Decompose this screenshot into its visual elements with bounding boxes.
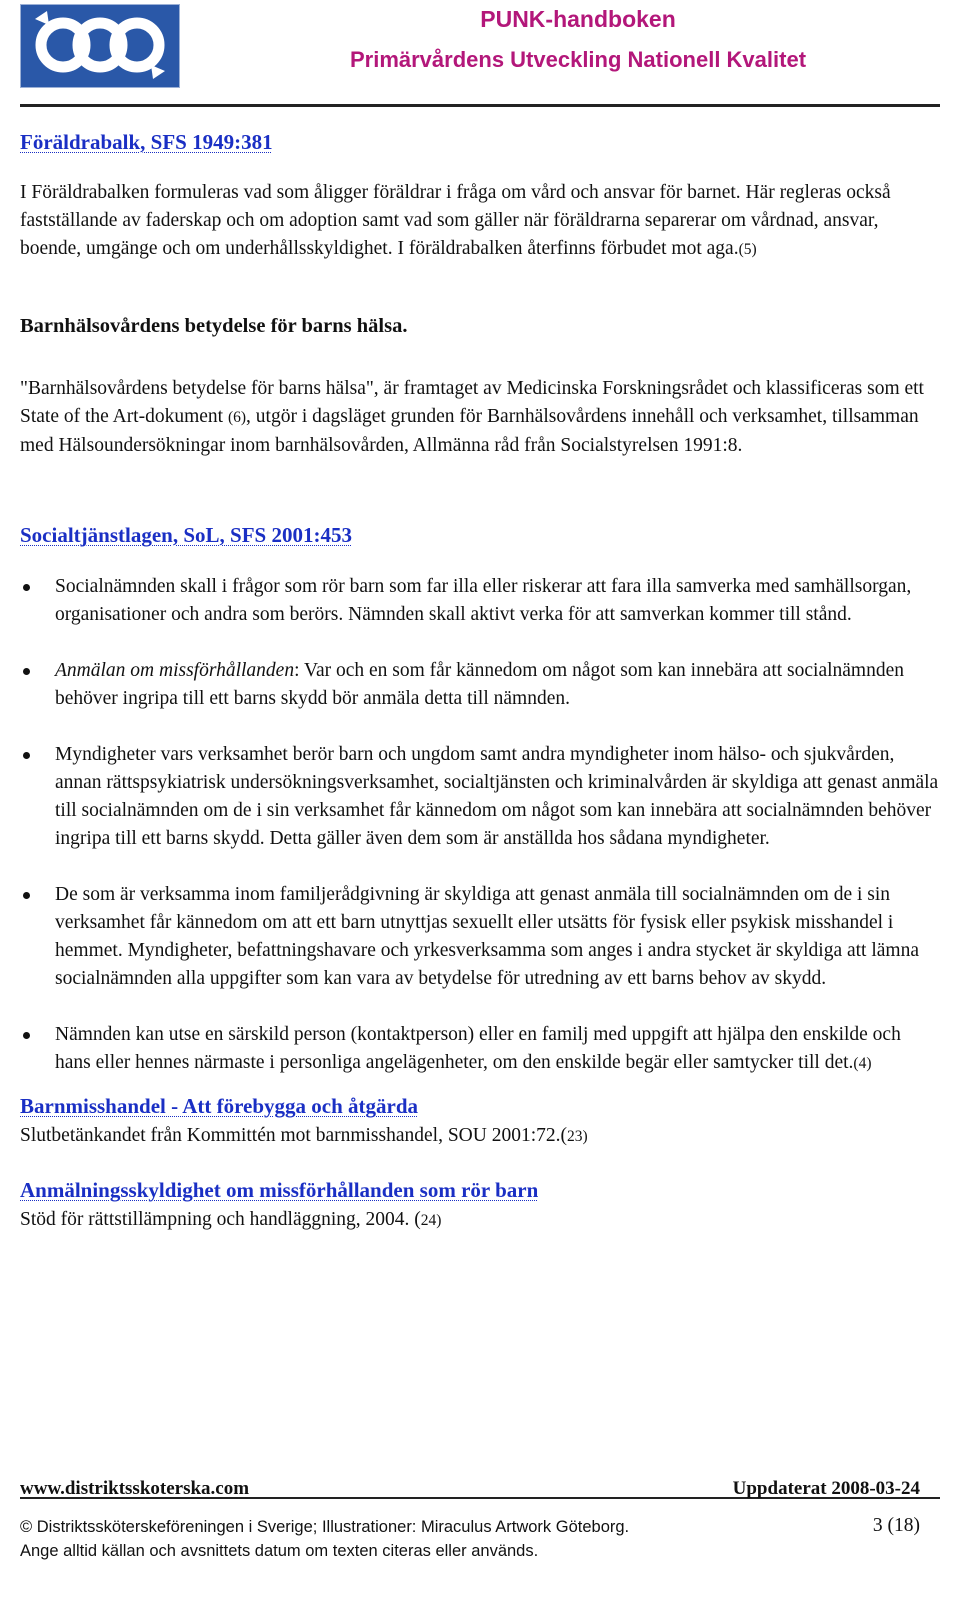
list-item-text: Socialnämnden skall i frågor som rör barn som far illa eller riskerar att fara illa samverka med samhällsorgan, organisationer och andra som berörs. Nämnden skall aktivt verka för att samverkan kommer till stånd. <box>55 576 912 625</box>
foraldrabalk-text: I Föräldrabalken formuleras vad som åligger föräldrar i fråga om vård och ansvar för barnet. Här regleras också fastställande av faderskap och om adoption samt vad som gäller när föräldrarna separerar om vårdnad, ansvar, boende, umgänge och om underhållsskyldighet. I föräldrabalken återfinns förbudet mot aga. <box>20 182 891 259</box>
bullet-icon <box>23 892 30 899</box>
barnmisshandel-text: Slutbetänkandet från Kommittén mot barnmisshandel, SOU 2001:72.( <box>20 1125 567 1146</box>
anmalningsskyldighet-ref: 24) <box>420 1212 442 1229</box>
list-item <box>20 573 940 629</box>
list-item <box>20 1021 940 1078</box>
header-subtitle: Primärvårdens Utveckling Nationell Kvalitet <box>349 47 807 72</box>
list-item-text: : Var och en som får kännedom om något som kan innebära att socialnämnden behöver ingripa till ett barns skydd bör anmäla detta till nämnden. <box>55 660 905 709</box>
barnmisshandel-paragraph <box>20 1122 940 1151</box>
list-item-text: Myndigheter vars verksamhet berör barn och ungdom samt andra myndigheter inom hälso- och sjukvården, annan rättspsykiatrisk undersökningsverksamhet, socialtjänsten och kriminalvården är skyldiga att genast anmäla till socialnämnden om de i sin verksamhet får kännedom om något som kan innebära att socialnämnden behöver ingripa till ett barns skydd. Detta gäller även dem som är anställda hos sådana myndigheter. <box>55 744 939 849</box>
foraldrabalk-paragraph <box>20 179 940 264</box>
foraldrabalk-ref: (5) <box>738 241 757 258</box>
header-divider <box>20 104 940 107</box>
barnhalso-paragraph <box>20 375 940 460</box>
footer-copyright: © Distriktssköterskeföreningen i Sverige; Illustrationer: Miraculus Artwork Göteborg. <box>20 1518 630 1536</box>
bullet-icon <box>23 668 30 675</box>
list-item <box>20 657 940 713</box>
socialtjanstlagen-link[interactable]: Socialtjänstlagen, SoL, SFS 2001:453 <box>20 523 352 547</box>
barnmisshandel-ref: 23) <box>567 1128 588 1145</box>
punk-logo <box>20 4 180 88</box>
footer-website[interactable]: www.distriktsskoterska.com <box>20 1478 250 1499</box>
footer-updated-date: Uppdaterat 2008-03-24 <box>732 1478 920 1499</box>
barnmisshandel-link[interactable]: Barnmisshandel - Att förebygga och åtgärda <box>20 1094 419 1118</box>
list-item-text: De som är verksamma inom familjerådgivning är skyldiga att genast anmäla till socialnämnden om de i sin verksamhet får kännedom om att ett barn utnyttjas sexuellt eller utsätts för fysisk eller psykisk misshandel i hemmet. Myndigheter, befattningshavare och yrkesverksamma som anges i andra stycket är skyldiga att lämna socialnämnden alla uppgifter som kan vara av betydelse för utredning av ett barns behov av skydd. <box>55 884 919 989</box>
barnhalso-text-2: , utgör i dagsläget grunden för Barnhälsovårdens innehåll och verksamhet, tillsamman med Hälsoundersökningar inom barnhälsovården, Allmänna råd från Socialstyrelsen 1991:8. <box>20 406 919 456</box>
bullet-icon <box>23 1032 30 1039</box>
anmalningsskyldighet-paragraph <box>20 1206 940 1235</box>
list-item-text: Nämnden kan utse en särskild person (kontaktperson) eller en familj med uppgift att hjälpa den enskilde och hans eller hennes närmaste i personliga angelägenheter, om den enskilde begär eller samtycker till det. <box>55 1024 901 1073</box>
anmalningsskyldighet-link[interactable]: Anmälningsskyldighet om missförhållanden som rör barn <box>20 1178 539 1202</box>
header-title: PUNK-handboken <box>480 6 676 32</box>
anmalan-label: Anmälan om missförhållanden <box>55 660 295 681</box>
page-number: 3 (18) <box>872 1515 920 1536</box>
barnhalso-heading: Barnhälsovårdens betydelse för barns hälsa. <box>20 315 408 337</box>
barnhalso-text-1: "Barnhälsovårdens betydelse för barns hälsa", är framtaget av Medicinska Forskningsrådet och klassificeras som ett State of the Art-dokument <box>20 378 924 427</box>
footer-notice: Ange alltid källan och avsnittets datum om texten citeras eller används. <box>20 1542 539 1560</box>
anmalningsskyldighet-text: Stöd för rättstillämpning och handläggning, 2004. ( <box>20 1209 421 1230</box>
bullet-icon <box>23 752 30 759</box>
document-body <box>20 128 940 1235</box>
sol-bullet-list <box>20 573 940 1078</box>
foraldrabalk-link[interactable]: Föräldrabalk, SFS 1949:381 <box>20 130 273 154</box>
sol-ref: (4) <box>853 1055 872 1072</box>
list-item <box>20 741 940 853</box>
list-item <box>20 881 940 993</box>
barnhalso-ref: (6) <box>227 409 247 426</box>
bullet-icon <box>23 584 30 591</box>
